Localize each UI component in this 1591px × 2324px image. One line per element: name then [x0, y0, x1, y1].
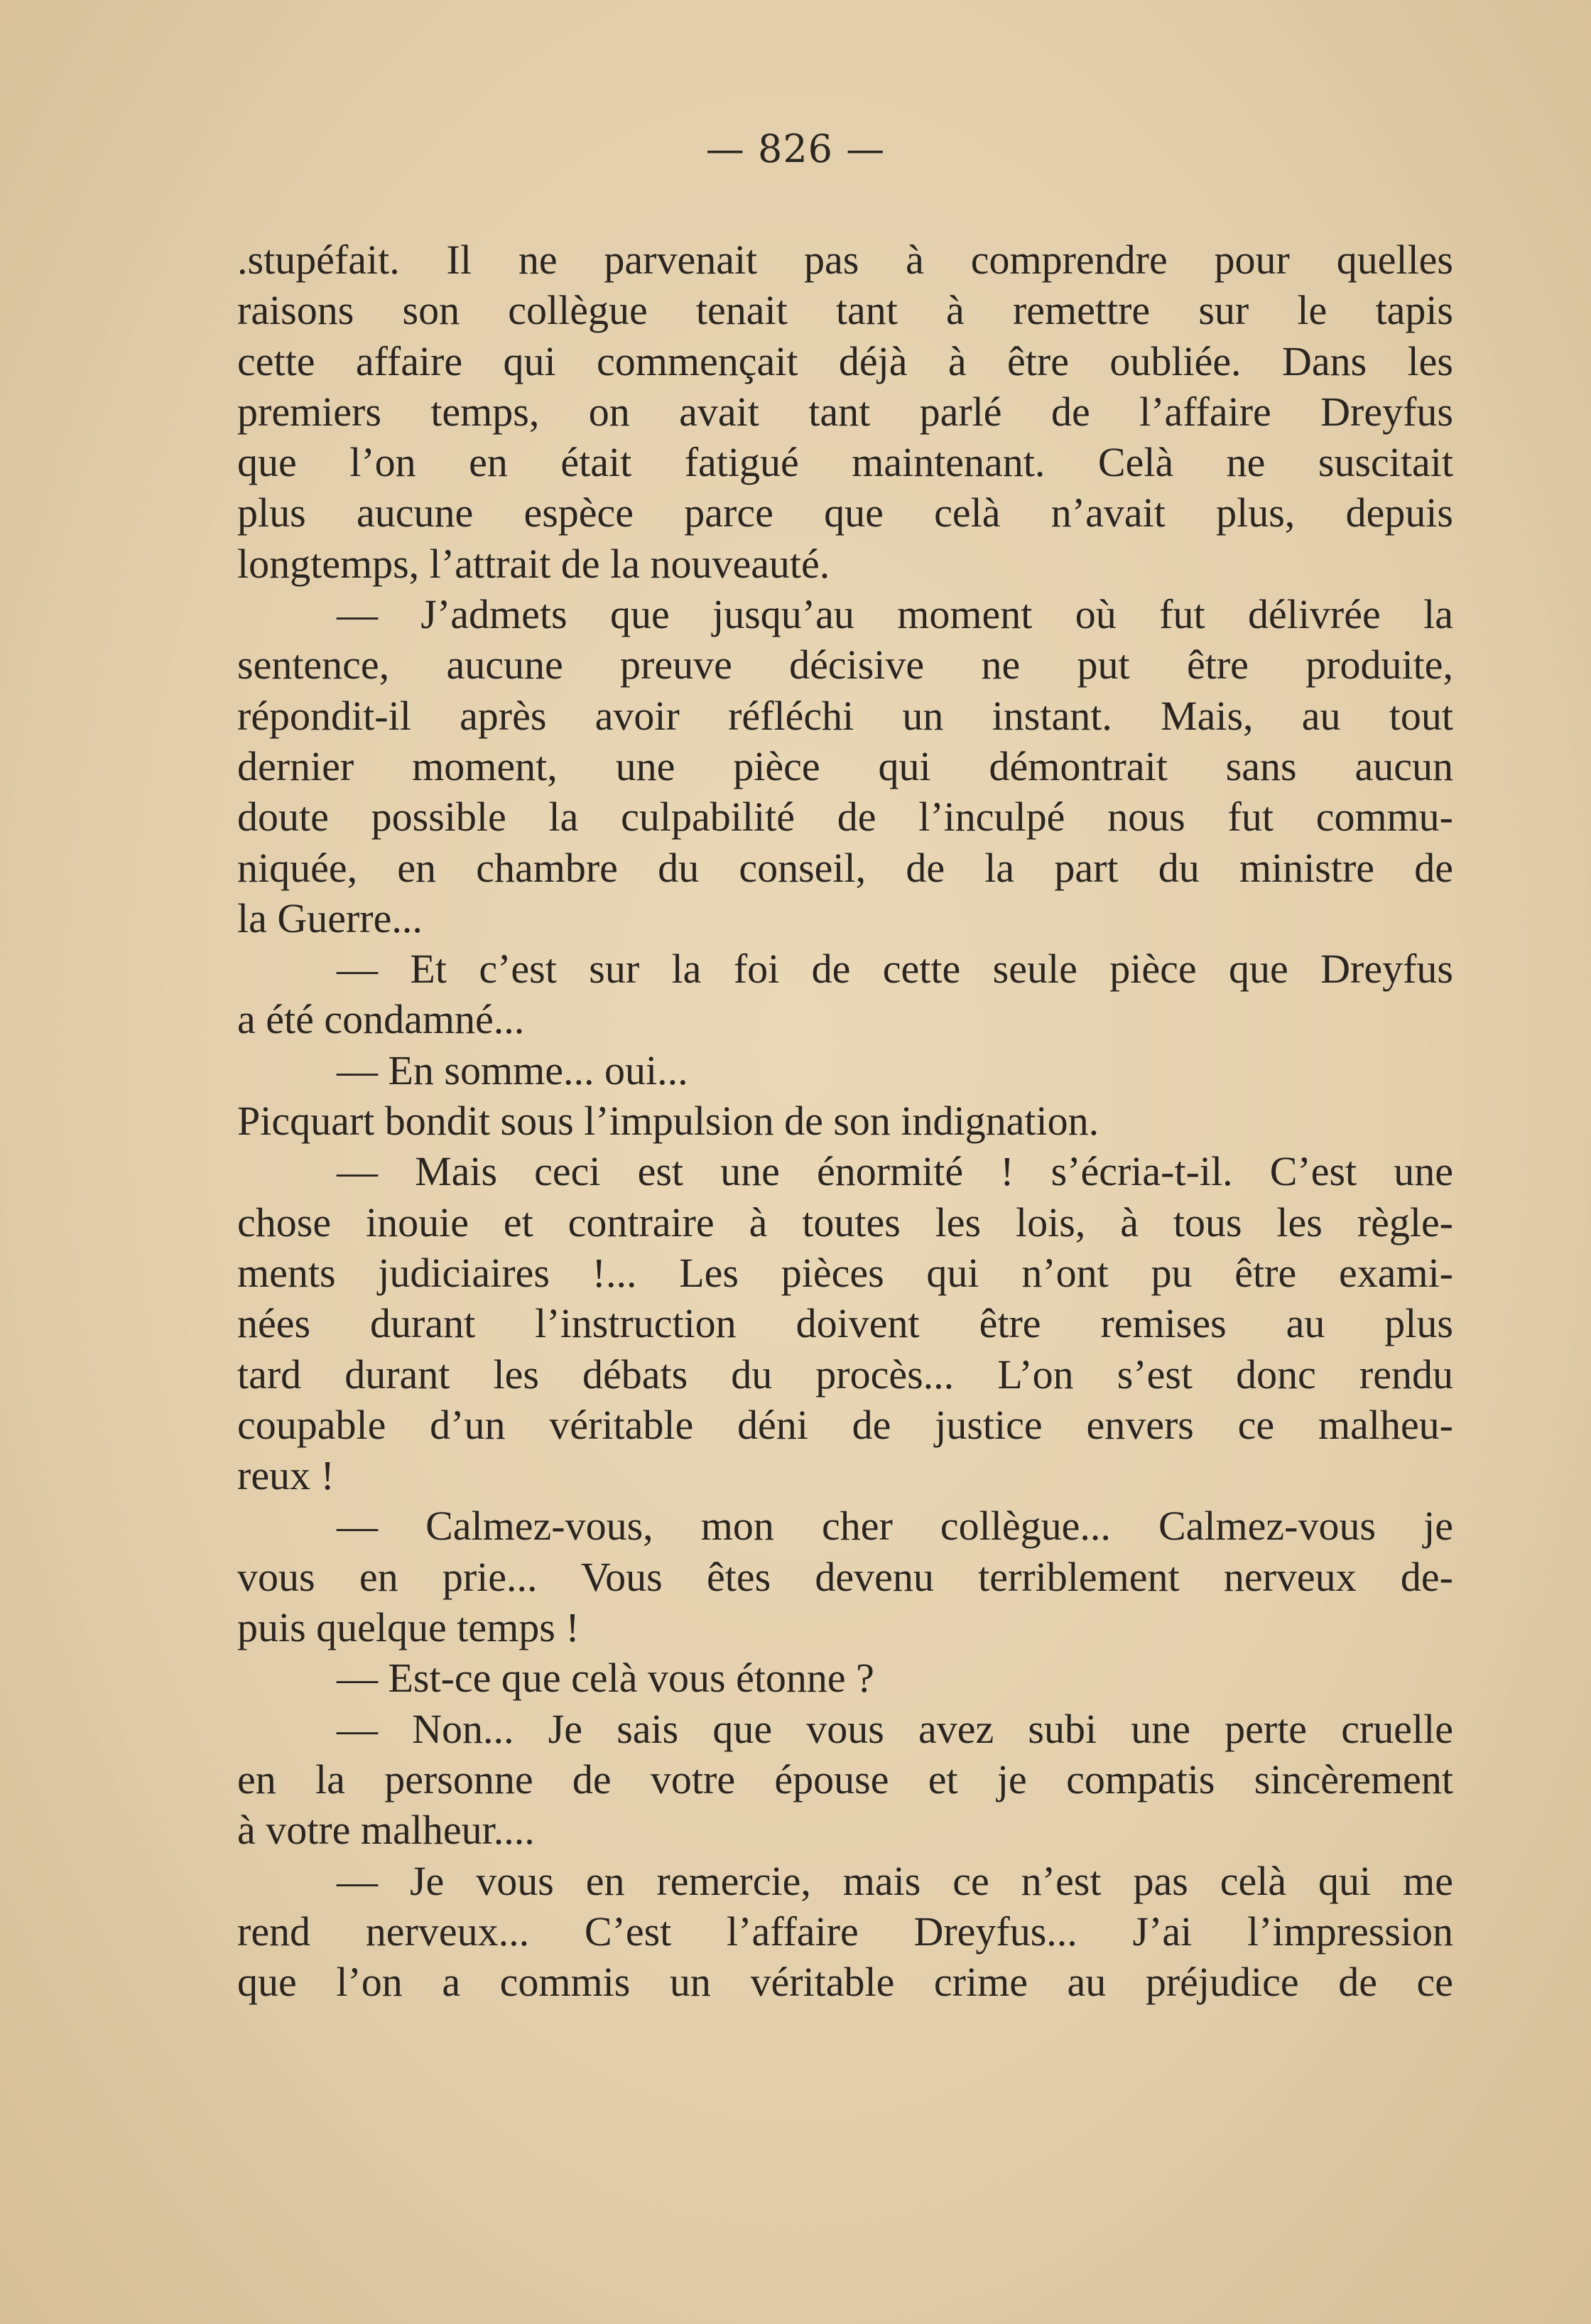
text-line: — Calmez-vous, mon cher collègue... Calmez-vous je [337, 1503, 1453, 1550]
text-line: dernier moment, une pièce qui démontrait sans aucun [237, 742, 1453, 789]
text-line: vous en prie... Vous êtes devenu terriblement nerveux de- [237, 1553, 1453, 1600]
text-line: la Guerre... [237, 895, 423, 941]
text-line: plus aucune espèce parce que celà n’avait plus, depuis [237, 490, 1453, 536]
text-line: longtemps, l’attrait de la nouveauté. [237, 540, 830, 587]
text-line: — Je vous en remercie, mais ce n’est pas celà qui me [337, 1857, 1453, 1904]
text-line: sentence, aucune preuve décisive ne put être produite, [237, 642, 1453, 688]
text-line: nées durant l’instruction doivent être remises au plus [237, 1300, 1453, 1347]
text-line: reux ! [237, 1452, 335, 1499]
text-line: chose inouie et contraire à toutes les lois, à tous les règle- [237, 1199, 1453, 1245]
text-line: en la personne de votre épouse et je compatis sincèrement [237, 1756, 1453, 1803]
text-line: — J’admets que jusqu’au moment où fut délivrée la [337, 591, 1453, 638]
text-line: — Mais ceci est une énormité ! s’écria-t-il. C’est une [337, 1148, 1453, 1195]
text-line: à votre malheur.... [237, 1807, 535, 1854]
text-line: cette affaire qui commençait déjà à être oubliée. Dans les [237, 337, 1453, 384]
text-line: niquée, en chambre du conseil, de la part du ministre de [237, 844, 1453, 891]
body-text [237, 234, 1453, 2007]
text-line: doute possible la culpabilité de l’inculpé nous fut commu- [237, 794, 1453, 841]
text-line: ments judiciaires !... Les pièces qui n’ont pu être exami- [237, 1249, 1453, 1296]
text-line: .stupéfait. Il ne parvenait pas à comprendre pour quelles [237, 237, 1453, 283]
text-line: que l’on a commis un véritable crime au préjudice de ce [237, 1959, 1453, 2006]
text-line: a été condamné... [237, 996, 525, 1043]
text-line: Picquart bondit sous l’impulsion de son indignation. [237, 1098, 1099, 1145]
text-line: puis quelque temps ! [237, 1604, 580, 1651]
text-line: — En somme... oui... [337, 1047, 688, 1093]
text-line: répondit-il après avoir réfléchi un instant. Mais, au tout [237, 692, 1453, 739]
text-line: rend nerveux... C’est l’affaire Dreyfus... J’ai l’impression [237, 1908, 1453, 1955]
text-line: premiers temps, on avait tant parlé de l’affaire Dreyfus [237, 388, 1453, 435]
text-line: que l’on en était fatigué maintenant. Celà ne suscitait [237, 439, 1453, 486]
text-line: coupable d’un véritable déni de justice envers ce malheu- [237, 1401, 1453, 1448]
text-line: — Et c’est sur la foi de cette seule pièce que Dreyfus [337, 946, 1453, 993]
text-line: raisons son collègue tenait tant à remettre sur le tapis [237, 287, 1453, 334]
text-line: — Est-ce que celà vous étonne ? [337, 1655, 874, 1702]
page-number: — 826 — [705, 126, 886, 171]
text-line: tard durant les débats du procès... L’on s’est donc rendu [237, 1351, 1453, 1398]
text-line: — Non... Je sais que vous avez subi une perte cruelle [337, 1705, 1453, 1752]
